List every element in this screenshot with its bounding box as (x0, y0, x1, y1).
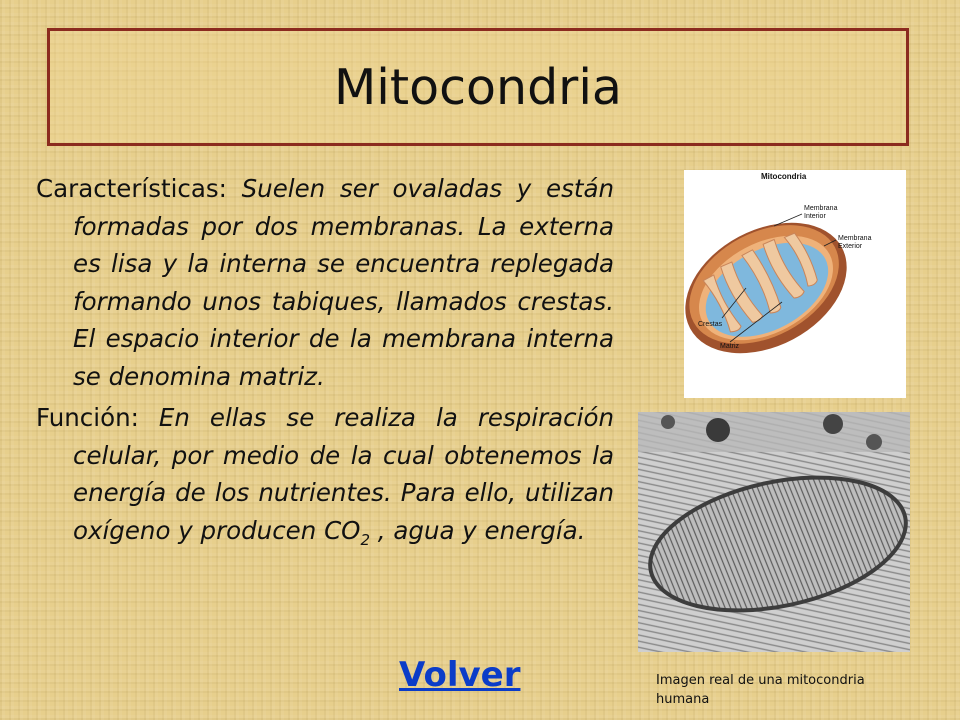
granule (661, 415, 675, 429)
mitochondria-diagram (684, 170, 906, 398)
content-text (36, 170, 614, 553)
micrograph-image (638, 412, 910, 652)
function-paragraph (36, 399, 614, 549)
label-membrana-interior-1: Membrana (804, 205, 838, 212)
function-body-end: , agua y energía. (370, 515, 586, 545)
granule (823, 414, 843, 434)
title-box (47, 28, 909, 146)
label-matriz: Matriz (720, 343, 740, 350)
micrograph-svg (638, 412, 910, 652)
diagram-title: Mitocondria (761, 172, 807, 181)
label-crestas: Crestas (698, 321, 723, 328)
function-body-text: En ellas se realiza la respiración celular, por medio de la cual obtenemos la energía de los nutrientes. Para ello, utilizan oxígeno y producen CO (73, 403, 614, 545)
label-membrana-exterior-2: Exterior (838, 243, 863, 250)
co2-subscript: 2 (360, 530, 371, 549)
volver-link[interactable]: Volver (399, 655, 521, 695)
characteristics-label: Características: (36, 174, 242, 203)
slide-title: Mitocondria (334, 58, 622, 116)
function-label: Función: (36, 403, 159, 432)
label-membrana-interior-2: Interior (804, 213, 826, 220)
characteristics-paragraph (36, 170, 614, 395)
image-caption: Imagen real de una mitocondria humana (656, 673, 865, 707)
granule (706, 418, 730, 442)
label-membrana-exterior-1: Membrana (838, 235, 872, 242)
mitochondria-diagram-svg (684, 170, 906, 398)
characteristics-body: Suelen ser ovaladas y están formadas por dos membranas. La externa es lisa y la interna se encuentra replegada formando unos tabiques, llamados crestas. El espacio interior de la membrana interna se denomina matriz. (73, 174, 614, 391)
granule (866, 434, 882, 450)
